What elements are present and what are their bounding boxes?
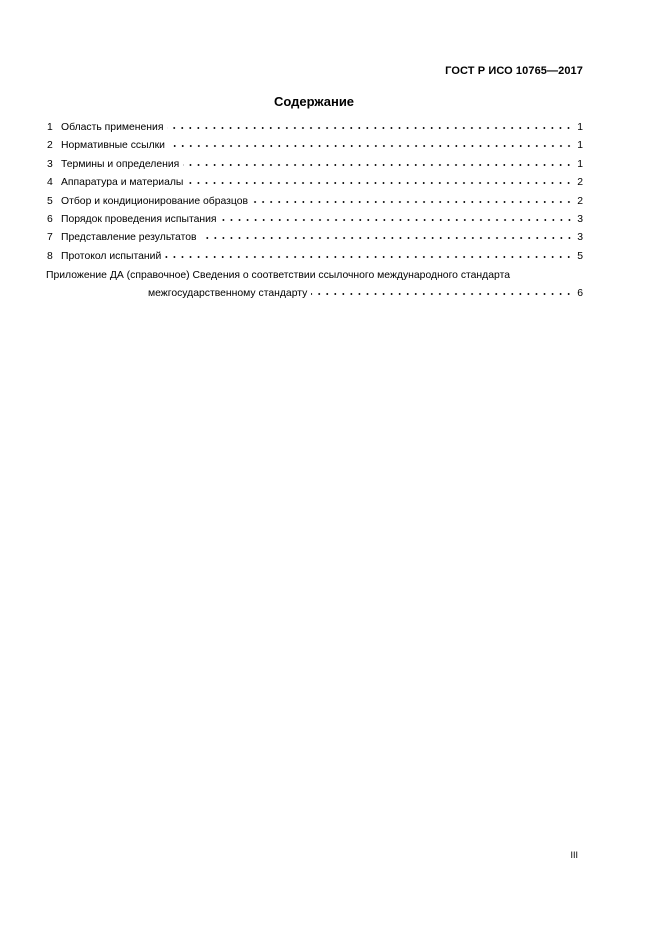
toc-entry-title: Представление результатов	[61, 232, 197, 244]
toc-annex-entry	[46, 269, 583, 301]
toc-entry-page: 3	[577, 232, 583, 244]
toc-annex-continuation	[46, 287, 583, 301]
toc-entry-number: 5	[47, 195, 53, 207]
toc-entry-page: 2	[577, 177, 583, 189]
toc-leader-dots	[165, 250, 573, 259]
toc-entry-7	[46, 231, 583, 249]
table-of-contents	[46, 121, 583, 301]
toc-entry-title: Протокол испытаний	[61, 250, 162, 262]
toc-entry-page: 1	[577, 122, 583, 133]
toc-entry-8	[46, 250, 583, 268]
toc-annex-title-continued: межгосударственному стандарту	[148, 288, 308, 300]
toc-entry-3	[46, 158, 583, 176]
toc-entry-6	[46, 213, 583, 231]
toc-entry-2	[46, 139, 583, 157]
toc-leader-dots	[169, 139, 573, 148]
toc-entry-page: 3	[577, 213, 583, 225]
toc-leader-dots	[183, 158, 573, 167]
toc-entry-page: 1	[577, 140, 583, 152]
toc-entry-page: 1	[577, 158, 583, 170]
toc-entry-number: 3	[47, 158, 53, 170]
toc-leader-dots	[252, 195, 573, 204]
toc-leader-dots	[167, 121, 573, 130]
page-number: III	[570, 850, 578, 860]
toc-leader-dots	[311, 287, 573, 296]
toc-entry-number: 7	[47, 232, 53, 244]
toc-leader-dots	[187, 176, 573, 185]
toc-entry-number: 4	[47, 177, 53, 189]
toc-leader-dots	[221, 213, 573, 222]
toc-entry-number: 2	[47, 140, 53, 152]
toc-entry-number: 1	[47, 122, 53, 133]
toc-entry-1	[46, 121, 583, 139]
toc-entry-page: 5	[577, 250, 583, 262]
toc-entry-title: Порядок проведения испытания	[61, 213, 217, 225]
toc-leader-dots	[201, 231, 573, 240]
toc-entry-title: Нормативные ссылки	[61, 140, 165, 152]
toc-entry-4	[46, 176, 583, 194]
toc-entry-5	[46, 195, 583, 213]
toc-annex-title: Приложение ДА (справочное) Сведения о соответствии ссылочного международного стандарта	[46, 270, 510, 282]
toc-entry-number: 8	[47, 250, 53, 262]
toc-entry-title: Область применения	[61, 122, 164, 133]
toc-entry-title: Аппаратура и материалы	[61, 177, 184, 189]
document-code: ГОСТ Р ИСО 10765—2017	[445, 65, 583, 77]
toc-entry-title: Термины и определения	[61, 158, 180, 170]
toc-entry-title: Отбор и кондиционирование образцов	[61, 195, 249, 207]
toc-title: Содержание	[273, 94, 355, 109]
toc-entry-number: 6	[47, 213, 53, 225]
toc-entry-page: 2	[577, 195, 583, 207]
toc-annex-page: 6	[577, 288, 583, 300]
